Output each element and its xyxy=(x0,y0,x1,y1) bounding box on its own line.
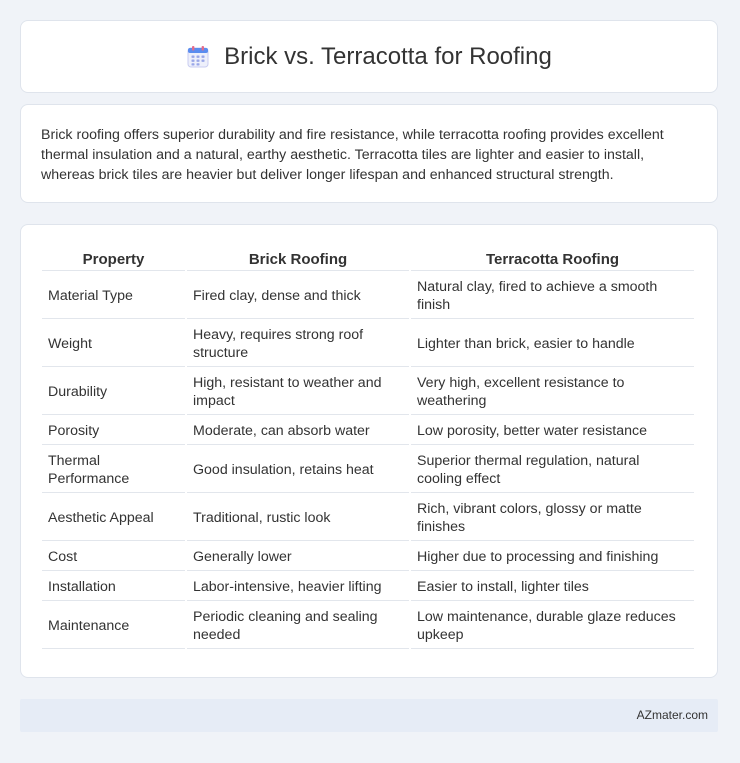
table-cell: Rich, vibrant colors, glossy or matte finishes xyxy=(411,495,694,541)
table-cell: Low maintenance, durable glaze reduces upkeep xyxy=(411,603,694,649)
table-cell: Traditional, rustic look xyxy=(187,495,409,541)
table-cell: High, resistant to weather and impact xyxy=(187,369,409,415)
table-cell: Very high, excellent resistance to weathering xyxy=(411,369,694,415)
table-cell: Weight xyxy=(42,321,185,367)
table-cell: Natural clay, fired to achieve a smooth finish xyxy=(411,273,694,319)
table-cell: Heavy, requires strong roof structure xyxy=(187,321,409,367)
table-cell: Fired clay, dense and thick xyxy=(187,273,409,319)
table-cell: Maintenance xyxy=(42,603,185,649)
table-cell: Aesthetic Appeal xyxy=(42,495,185,541)
table-row xyxy=(42,495,694,541)
table-header-row xyxy=(42,247,694,271)
table-cell: Moderate, can absorb water xyxy=(187,417,409,445)
table-row xyxy=(42,273,694,319)
column-header: Brick Roofing xyxy=(187,247,409,271)
table-cell: Low porosity, better water resistance xyxy=(411,417,694,445)
table-row xyxy=(42,369,694,415)
table-cell: Durability xyxy=(42,369,185,415)
title-card xyxy=(20,20,718,93)
page-title: Brick vs. Terracotta for Roofing xyxy=(224,42,552,70)
comparison-table xyxy=(40,245,696,651)
intro-card xyxy=(20,104,718,203)
table-cell: Cost xyxy=(42,543,185,571)
source-label: AZmater.com xyxy=(636,708,708,722)
table-row xyxy=(42,543,694,571)
table-cell: Material Type xyxy=(42,273,185,319)
table-cell: Superior thermal regulation, natural cooling effect xyxy=(411,447,694,493)
table-cell: Installation xyxy=(42,573,185,601)
table-row xyxy=(42,321,694,367)
table-cell: Periodic cleaning and sealing needed xyxy=(187,603,409,649)
column-header: Property xyxy=(42,247,185,271)
table-cell: Good insulation, retains heat xyxy=(187,447,409,493)
intro-text: Brick roofing offers superior durability and fire resistance, while terracotta roofing provides excellent thermal insulation and a natural, earthy aesthetic. Terracotta tiles are lighter and easier to install, whereas brick tiles are heavier but deliver longer lifespan and enhanced structural strength. xyxy=(41,127,664,183)
table-row xyxy=(42,573,694,601)
table-cell: Porosity xyxy=(42,417,185,445)
table-cell: Higher due to processing and finishing xyxy=(411,543,694,571)
table-cell: Thermal Performance xyxy=(42,447,185,493)
calendar-icon xyxy=(186,45,210,69)
table-row xyxy=(42,447,694,493)
footer-bar xyxy=(20,699,718,732)
table-cell: Labor-intensive, heavier lifting xyxy=(187,573,409,601)
table-row xyxy=(42,603,694,649)
table-cell: Easier to install, lighter tiles xyxy=(411,573,694,601)
table-card xyxy=(20,224,718,678)
table-cell: Lighter than brick, easier to handle xyxy=(411,321,694,367)
table-row xyxy=(42,417,694,445)
table-cell: Generally lower xyxy=(187,543,409,571)
column-header: Terracotta Roofing xyxy=(411,247,694,271)
